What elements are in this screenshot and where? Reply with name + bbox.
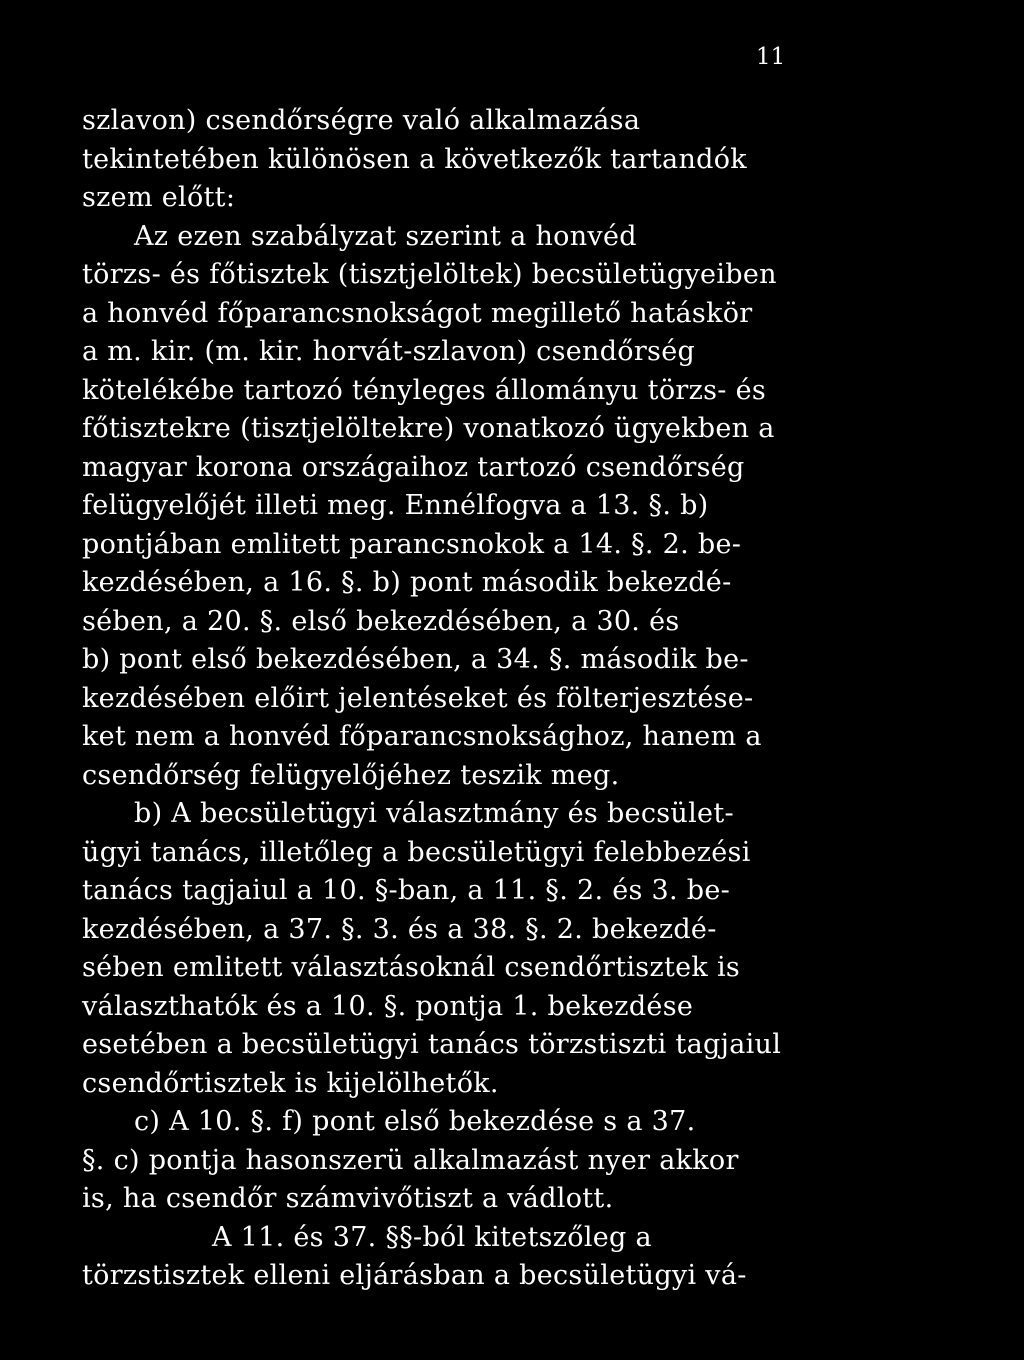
text-line: esetében a becsületügyi tanács törzstiszti tagjaiul bbox=[82, 1029, 782, 1060]
text-line: kezdésében, a 16. §. b) pont második bekezdé- bbox=[82, 567, 732, 598]
text-line: pontjában emlitett parancsnokok a 14. §. 2. be- bbox=[82, 528, 742, 560]
text-line: a m. kir. (m. kir. horvát-szlavon) csendőrség bbox=[82, 336, 696, 367]
text-line: főtisztekre (tisztjelöltekre) vonatkozó ügyekben a bbox=[82, 413, 775, 444]
text-line: a honvéd főparancsnokságot megillető hatáskör bbox=[82, 297, 753, 329]
text-line: sében, a 20. §. első bekezdésében, a 30. és bbox=[82, 605, 680, 637]
body-text bbox=[82, 102, 790, 1296]
text-line: b) pont első bekezdésében, a 34. §. második be- bbox=[82, 644, 749, 675]
text-line: kezdésében előirt jelentéseket és fölterjesztése- bbox=[82, 682, 754, 714]
text-line: c) A 10. §. f) pont első bekezdése s a 37. bbox=[134, 1106, 696, 1137]
text-line: ket nem a honvéd főparancsnoksághoz, hanem a bbox=[82, 721, 762, 752]
text-line: felügyelőjét illeti meg. Ennélfogva a 13. §. b) bbox=[82, 490, 709, 521]
text-line: tanács tagjaiul a 10. §-ban, a 11. §. 2. és 3. be- bbox=[82, 875, 731, 906]
text-line: törzs- és főtisztek (tisztjelöltek) becsületügyeiben bbox=[82, 259, 777, 290]
text-line: szlavon) csendőrségre való alkalmazása tekintetében különösen a következők tartandók szem előtt: bbox=[82, 105, 747, 213]
text-line: b) A becsületügyi választmány és becsület- bbox=[134, 798, 734, 829]
text-line: választhatók és a 10. §. pontja 1. bekezdése bbox=[82, 990, 694, 1022]
text-line: kezdésében, a 37. §. 3. és a 38. §. 2. bekezdé- bbox=[82, 913, 717, 945]
text-line: törzstisztek elleni eljárásban a becsületügyi vá- bbox=[82, 1260, 747, 1291]
text-line: csendőrtisztek is kijelölhetők. bbox=[82, 1067, 499, 1099]
text-line: is, ha csendőr számvivőtiszt a vádlott. bbox=[82, 1183, 614, 1214]
text-line: csendőrség felügyelőjéhez teszik meg. bbox=[82, 759, 620, 791]
text-line: Az ezen szabályzat szerint a honvéd bbox=[134, 220, 637, 252]
text-line: kötelékébe tartozó tényleges állományu törzs- és bbox=[82, 374, 767, 406]
text-line: sében emlitett választásoknál csendőrtisztek is bbox=[82, 952, 741, 983]
text-line: §. c) pontja hasonszerü alkalmazást nyer akkor bbox=[82, 1144, 739, 1176]
text-line: magyar korona országaihoz tartozó csendőrség bbox=[82, 451, 745, 483]
page-number: 11 bbox=[756, 44, 786, 70]
text-line: ügyi tanács, illetőleg a becsületügyi felebbezési bbox=[82, 836, 751, 868]
text-line: A 11. és 37. §§-ból kitetszőleg a bbox=[212, 1221, 652, 1253]
